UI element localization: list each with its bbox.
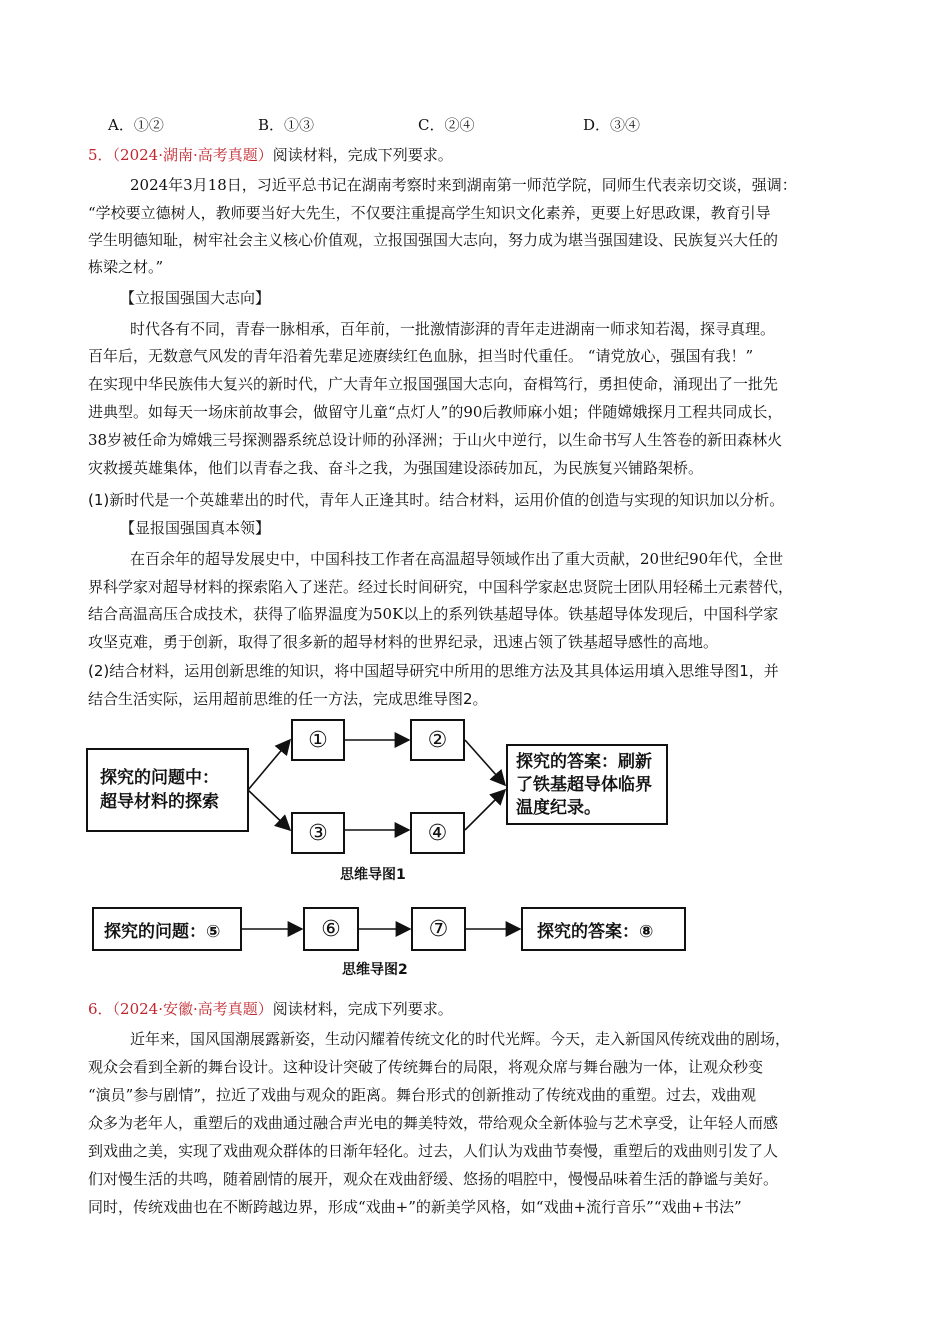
arrow [465,740,505,785]
paragraph-line: 界科学家对超导材料的探索陷入了迷茫。经过长时间研究，中国科学家赵忠贤院士团队用轻稀土元素替代， [88,578,794,596]
section-title: 【立报国强国大志向】 [120,289,271,307]
question-instruction: 阅读材料，完成下列要求。 [272,146,453,164]
paragraph-line: 众多为老年人，重塑后的戏曲通过融合声光电的舞美特效，带给观众全新体验与艺术享受，让年轻人而感 [88,1114,779,1132]
arrow [248,790,290,830]
paragraph-line: 2024年3月18日，习近平总书记在湖南考察时来到湖南第一师范学院，同师生代表亲切交谈，强调： [130,176,797,194]
paragraph-line: 在百余年的超导发展史中，中国科技工作者在高温超导领域作出了重大贡献，20世纪90年代，全世 [130,550,784,568]
arrow [248,740,290,790]
option-c: C．②④ [418,116,475,134]
paragraph-line: 进典型。如每天一场床前故事会，做留守儿童“点灯人”的90后教师麻小姐；伴随嫦娥探月工程共同成长， [88,403,783,421]
mindmap1-answer-box [506,744,668,825]
paragraph-line: 时代各有不同，青春一脉相承，百年前，一批激情澎湃的青年走进湖南一师求知若渴，探寻真理。 [130,320,776,338]
mindmap1-step-4: ④ [410,812,465,854]
mindmap2-answer-box: 探究的答案：⑧ [521,907,686,951]
paragraph-line: 栋梁之材。” [88,258,164,276]
paragraph-line: 灾救援英雄集体，他们以青春之我、奋斗之我，为强国建设添砖加瓦，为民族复兴铺路架桥。 [88,459,704,477]
mindmap2-caption: 思维导图2 [342,962,408,978]
section-title: 【显报国强国真本领】 [120,519,271,537]
arrow [465,790,505,830]
mindmap1-step-2: ② [410,719,465,761]
sub-question-2: 结合生活实际，运用超前思维的任一方法，完成思维导图2。 [88,690,488,708]
question-source: （2024·安徽·高考真题） [112,1000,273,1018]
sub-question-2: (2)结合材料，运用创新思维的知识，将中国超导研究中所用的思维方法及其具体运用填入思维导图1，并 [88,662,779,680]
option-d: D．③④ [583,116,641,134]
paragraph-line: 观众会看到全新的舞台设计。这种设计突破了传统舞台的局限，将观众席与舞台融为一体，让观众秒变 [88,1058,764,1076]
paragraph-line: 们对慢生活的共鸣，随着剧情的展开，观众在戏曲舒缓、悠扬的唱腔中，慢慢品味着生活的静谧与美好。 [88,1170,779,1188]
paragraph-line: 百年后，无数意气风发的青年沿着先辈足迹赓续红色血脉，担当时代重任。 “请党放心，强国有我！” [88,347,754,365]
question-6-header [88,998,453,1020]
paragraph-line: 近年来，国风国潮展露新姿，生动闪耀着传统文化的时代光辉。今天，走入新国风传统戏曲的剧场， [130,1030,791,1048]
option-b: B．①③ [258,116,315,134]
mindmap1-step-3: ③ [291,812,345,854]
paragraph-line: 在实现中华民族伟大复兴的新时代，广大青年立报国强国大志向，奋楫笃行，勇担使命，涌现出了一批先 [88,375,779,393]
paragraph-line: 学生明德知耻，树牢社会主义核心价值观，立报国强国大志向，努力成为堪当强国建设、民族复兴大任的 [88,231,779,249]
mindmap1-caption: 思维导图1 [340,867,406,883]
paragraph-line: 同时，传统戏曲也在不断跨越边界，形成“戏曲+”的新美学风格，如“戏曲+流行音乐”“戏曲+书法” [88,1198,742,1216]
box-text: 温度纪录。 [516,798,601,818]
box-text: 探究的问题中： [100,768,219,788]
paragraph-line: 到戏曲之美，实现了戏曲观众群体的日渐年轻化。过去，人们认为戏曲节奏慢，重塑后的戏曲则引发了人 [88,1142,779,1160]
box-text: 探究的答案：刷新 [516,752,652,772]
paragraph-line: 结合高温高压合成技术，获得了临界温度为50K以上的系列铁基超导体。铁基超导体发现后，中国科学家 [88,605,779,623]
mindmap2-step-7: ⑦ [411,907,466,951]
box-text: 了铁基超导体临界 [516,775,652,795]
question-source: （2024·湖南·高考真题） [112,146,273,164]
question-number: 6． [88,1000,113,1018]
mindmap2-step-6: ⑥ [303,907,359,951]
option-a: A．①② [108,116,164,134]
sub-question-1: (1)新时代是一个英雄辈出的时代，青年人正逢其时。结合材料，运用价值的创造与实现的知识加以分析。 [88,491,785,509]
question-5-header [88,144,453,166]
paragraph-line: “学校要立德树人，教师要当好大先生，不仅要注重提高学生知识文化素养，更要上好思政课，教育引导 [88,204,771,222]
box-text: 超导材料的探索 [100,792,219,812]
mindmap1-problem-box [86,748,249,832]
mindmap2-problem-box: 探究的问题：⑤ [92,907,242,951]
question-number: 5． [88,146,113,164]
paragraph-line: 38岁被任命为嫦娥三号探测器系统总设计师的孙泽洲；于山火中逆行，以生命书写人生答卷的新田森林火 [88,431,783,449]
paragraph-line: 攻坚克难，勇于创新，取得了很多新的超导材料的世界纪录，迅速占领了铁基超导感性的高地。 [88,633,719,651]
mindmap1-step-1: ① [291,719,345,761]
paragraph-line: “演员”参与剧情”，拉近了戏曲与观众的距离。舞台形式的创新推动了传统戏曲的重塑。过去，戏曲观 [88,1086,757,1104]
question-instruction: 阅读材料，完成下列要求。 [272,1000,453,1018]
